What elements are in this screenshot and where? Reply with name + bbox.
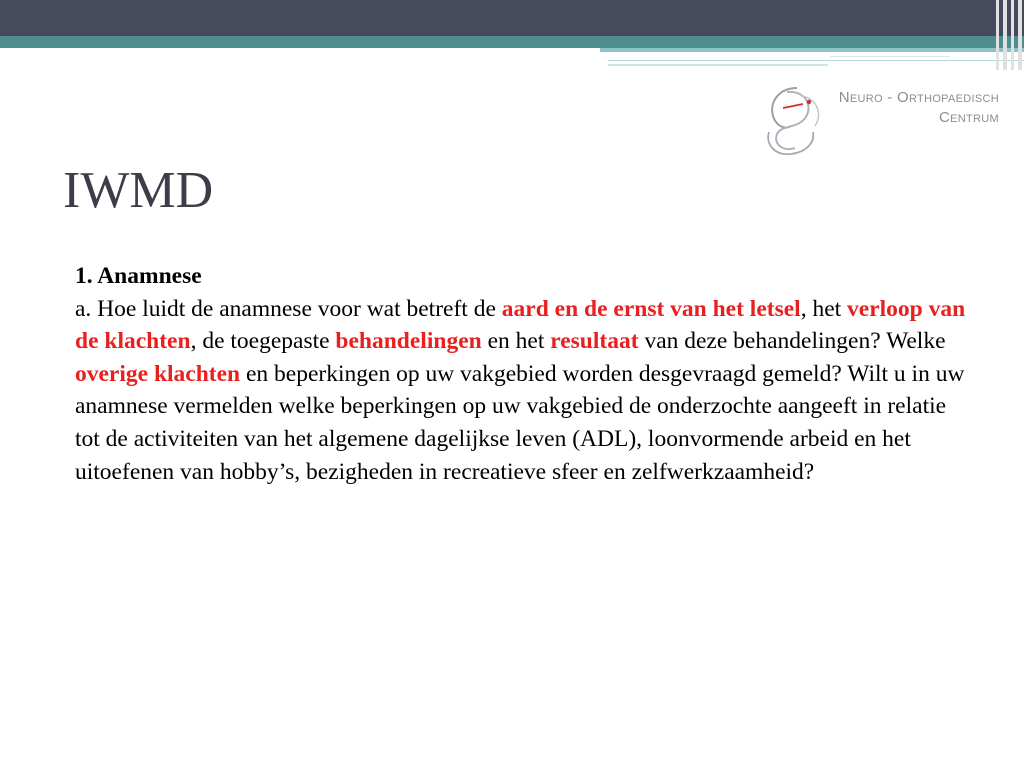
text-segment: en beperkingen op uw vakgebied worden desgevraagd gemeld? Wilt u in uw anamnese vermelden welke beperkingen op uw vakgebied de onderzochte aangeeft in relatie tot de activiteiten van het algemene dagelijkse leven (ADL), loonvormende arbeid en het uitoefenen van hobby’s, bezigheden in recreatieve sfeer en zelfwerkzaamheid?: [75, 360, 965, 485]
section-heading: 1. Anamnese: [75, 263, 202, 289]
text-segment: , het: [800, 295, 848, 322]
text-segment: van deze behandelingen? Welke: [638, 328, 946, 355]
decorative-line: [608, 64, 828, 66]
accent-band: [0, 36, 1024, 48]
logo-line-2: Centrum: [939, 109, 999, 126]
highlight-text: verloop van de klachten: [75, 295, 966, 355]
corner-stripes: [994, 0, 1024, 70]
text-segment: a. Hoe luidt de anamnese voor wat betreft de: [75, 295, 502, 322]
highlight-text: resultaat: [550, 328, 639, 355]
highlight-text: aard en de ernst van het letsel: [501, 295, 801, 322]
decorative-line: [608, 60, 1024, 61]
logo-line-1: Neuro - Orthopaedisch: [838, 89, 999, 106]
header-bar: [0, 0, 1024, 36]
question-paragraph: [75, 293, 970, 489]
text-segment: , de toegepaste: [190, 328, 336, 355]
decorative-line: [830, 56, 950, 57]
highlight-text: behandelingen: [335, 328, 482, 355]
text-segment: en het: [481, 328, 551, 355]
logo-mark-icon: [757, 82, 837, 162]
accent-line: [600, 48, 1024, 52]
logo: [757, 82, 1007, 162]
highlight-text: overige klachten: [75, 360, 241, 387]
slide-body: [75, 260, 970, 488]
logo-text: [831, 88, 999, 128]
slide-title: IWMD: [63, 162, 214, 219]
